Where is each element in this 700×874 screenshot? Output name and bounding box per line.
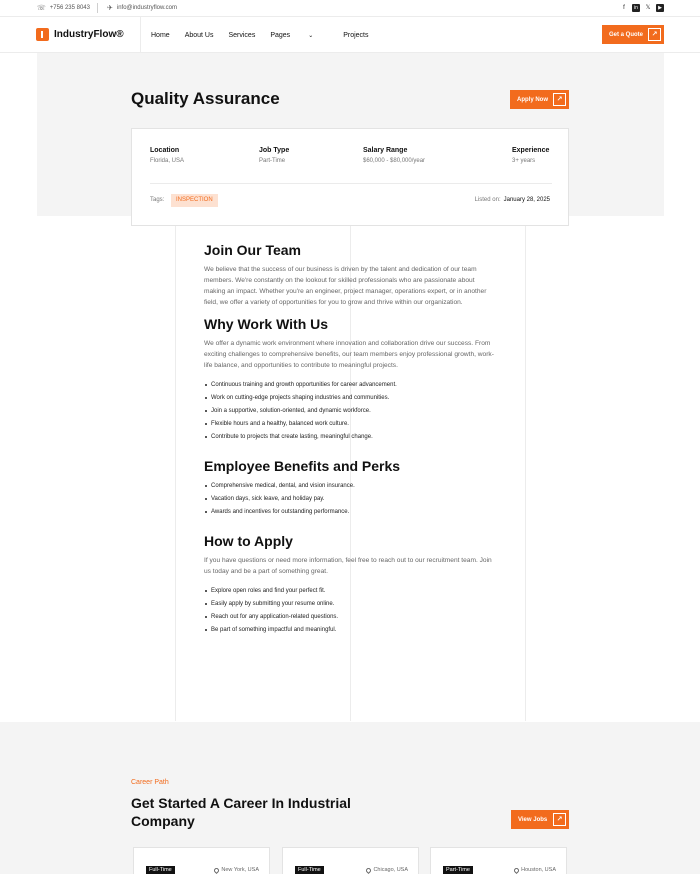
list-item: Easily apply by submitting your resume online. — [204, 598, 496, 611]
tag-badge[interactable]: INSPECTION — [171, 194, 218, 207]
job-card[interactable] — [282, 847, 419, 874]
section-eyebrow: Career Path — [131, 779, 169, 786]
chevron-down-icon: ⌄ — [308, 33, 314, 39]
job-type-badge: Full-Time — [146, 866, 175, 874]
job-type-badge: Part-Time — [443, 866, 473, 874]
arrow-up-right-icon: ↗ — [553, 93, 566, 106]
nav-item-home[interactable]: Home — [151, 32, 170, 39]
phone-link[interactable] — [37, 4, 90, 12]
job-location-text: New York, USA — [221, 867, 259, 873]
meta-label: Experience — [512, 147, 550, 154]
section-title-career: Get Started A Career In Industrial Company — [131, 795, 351, 829]
nav-divider — [140, 17, 141, 53]
section-title-why: Why Work With Us — [204, 316, 329, 332]
job-card[interactable] — [430, 847, 567, 874]
nav-item-pages-label: Pages — [270, 32, 291, 39]
list-item: Awards and incentives for outstanding performance. — [204, 506, 496, 519]
view-jobs-label: View Jobs — [518, 816, 548, 823]
get-quote-label: Get a Quote — [609, 31, 644, 38]
email-text: info@industryflow.com — [116, 5, 177, 11]
listed-label: Listed on: — [474, 197, 501, 203]
list-item: Work on cutting-edge projects shaping industries and communities. — [204, 392, 496, 405]
nav-menu — [151, 32, 384, 39]
list-item: Join a supportive, solution-oriented, and dynamic workforce. — [204, 405, 496, 418]
listed-on — [475, 197, 550, 203]
logo-text: IndustryFlow® — [54, 29, 124, 40]
job-location — [214, 867, 259, 873]
section-title-benefits: Employee Benefits and Perks — [204, 458, 401, 474]
section-title-apply: How to Apply — [204, 533, 293, 549]
view-jobs-button[interactable] — [511, 810, 569, 829]
nav-item-pages[interactable] — [270, 32, 328, 39]
apply-list — [204, 585, 496, 637]
list-item: Comprehensive medical, dental, and vision insurance. — [204, 480, 496, 493]
list-item: Continuous training and growth opportunities for career advancement. — [204, 379, 496, 392]
section-text-why: We offer a dynamic work environment where innovation and collaboration drive our success. From exciting challenges to comprehensive benefits, our team members enjoy professional growth, work-life balance, and opportunities to contribute to meaningful projects. — [204, 340, 494, 369]
apply-now-button[interactable] — [510, 90, 569, 109]
x-icon[interactable]: 𝕏 — [645, 5, 651, 11]
job-location-text: Houston, USA — [521, 867, 556, 873]
meta-experience — [512, 147, 549, 164]
why-list — [204, 379, 496, 444]
meta-label: Salary Range — [363, 147, 408, 154]
guide-line — [525, 216, 526, 721]
job-location — [514, 867, 556, 873]
job-location-text: Chicago, USA — [373, 867, 408, 873]
job-description — [204, 242, 496, 651]
meta-salary — [363, 147, 425, 164]
location-pin-icon — [365, 866, 372, 873]
job-type-badge: Full-Time — [295, 866, 324, 874]
social-links — [620, 4, 664, 12]
apply-now-label: Apply Now — [517, 96, 548, 103]
meta-location — [150, 147, 184, 164]
arrow-up-right-icon: ↗ — [648, 28, 661, 41]
section-title-join: Join Our Team — [204, 242, 301, 258]
nav-item-services[interactable]: Services — [228, 32, 256, 39]
list-item: Explore open roles and find your perfect fit. — [204, 585, 496, 598]
page-title: Quality Assurance — [131, 89, 280, 108]
top-bar — [0, 0, 700, 17]
job-card[interactable] — [133, 847, 270, 874]
phone-text: +756 235 8043 — [49, 5, 90, 11]
logo-icon — [36, 28, 49, 41]
list-item: Contribute to projects that create lasting, meaningful change. — [204, 431, 496, 444]
send-icon: ✈ — [107, 5, 113, 12]
meta-label: Location — [150, 147, 180, 154]
main-nav — [0, 17, 700, 53]
list-item: Vacation days, sick leave, and holiday pay. — [204, 493, 496, 506]
job-location — [366, 867, 408, 873]
section-text-join: We believe that the success of our business is driven by the talent and dedication of our team members. We're constantly on the lookout for skilled professionals who are passionate about making an impact. Whether you're an engineer, project manager, operations expert, or in another field, we offer a variety of opportunities for you to grow and thrive within our organization. — [204, 266, 487, 306]
nav-item-projects[interactable]: Projects — [343, 32, 369, 39]
get-quote-button[interactable] — [602, 25, 664, 44]
benefits-list — [204, 480, 496, 519]
divider — [97, 3, 98, 13]
email-link[interactable] — [107, 4, 177, 12]
section-text-apply: If you have questions or need more information, feel free to reach out to our recruitment team. Join us today and be a part of something great. — [204, 557, 492, 575]
meta-label: Job Type — [259, 147, 290, 154]
linkedin-icon[interactable]: in — [632, 4, 640, 12]
meta-value: Part-Time — [259, 158, 286, 164]
list-item: Flexible hours and a healthy, balanced work culture. — [204, 418, 496, 431]
arrow-up-right-icon: ↗ — [553, 813, 566, 826]
tags-label: Tags: — [150, 197, 165, 203]
list-item: Be part of something impactful and meaningful. — [204, 624, 496, 637]
list-item: Reach out for any application-related questions. — [204, 611, 496, 624]
logo[interactable] — [36, 28, 124, 41]
meta-job-type — [259, 147, 289, 164]
location-pin-icon — [513, 866, 520, 873]
facebook-icon[interactable]: f — [623, 5, 625, 11]
job-details-card — [131, 128, 569, 226]
guide-line — [175, 216, 176, 721]
meta-value: $60,000 - $80,000/year — [363, 158, 426, 164]
meta-value: 3+ years — [512, 158, 536, 164]
phone-icon: ☏ — [37, 5, 46, 12]
divider — [150, 183, 552, 184]
nav-item-about[interactable]: About Us — [184, 32, 214, 39]
youtube-icon[interactable]: ▶ — [656, 4, 664, 12]
meta-value: Florida, USA — [150, 158, 185, 164]
location-pin-icon — [213, 866, 220, 873]
listed-date: January 28, 2025 — [503, 197, 550, 203]
